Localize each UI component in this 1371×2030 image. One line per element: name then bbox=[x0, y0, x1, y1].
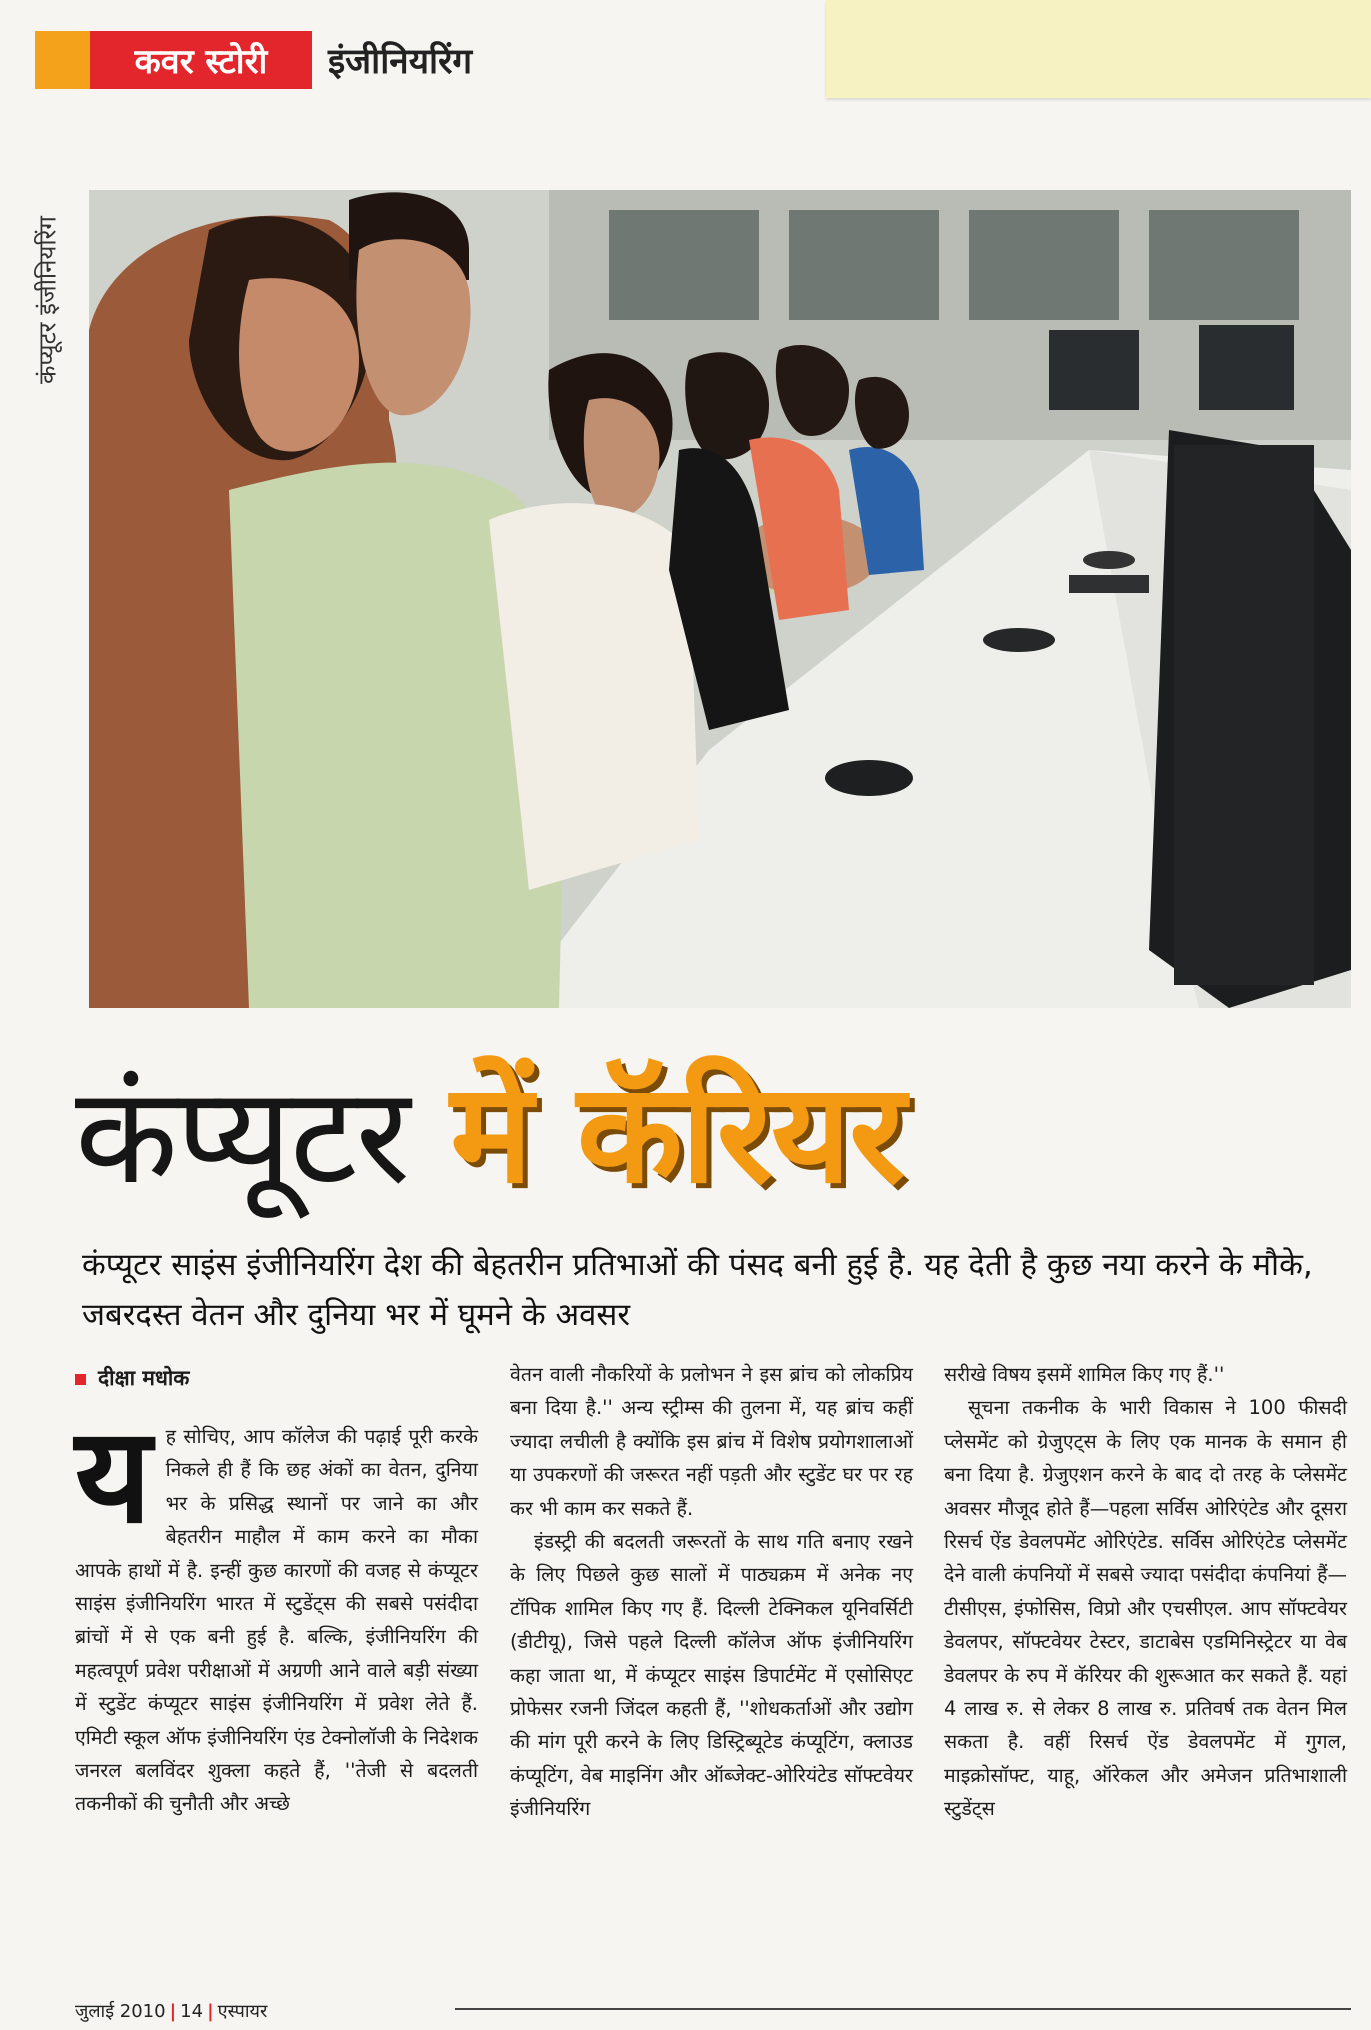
article-column-1 bbox=[75, 1358, 478, 1821]
footer-magazine-name: एस्पायर bbox=[217, 2001, 268, 2022]
cover-story-badge: कवर स्टोरी bbox=[90, 31, 312, 89]
paragraph-col3-2: सूचना तकनीक के भारी विकास ने 100 फीसदी प्लेसमेंट को ग्रेजुएट्स के लिए एक मानक के समान ही बना दिया है. ग्रेजुएशन करने के बाद दो तरह के प्लेसमेंट अवसर मौजूद होते हैं—पहला सर्विस ओरिएंटेड और दूसरा रिसर्च ऐंड डेवलपमेंट ओरिएंटेड. सर्विस ओरिएंटेड प्लेसमेंट देने वाली कंपनियों में सबसे ज्यादा पसंदीदा कंपनियां हैं—टीसीएस, इंफोसिस, विप्रो और एचसीएल. आप सॉफ्टवेयर डेवलपर, सॉफ्टवेयर टेस्टर, डाटाबेस एडमिनिस्ट्रेटर या वेब डेवलपर के रुप में कॅरियर की शुरूआत कर सकते हैं. यहां 4 लाख रु. से लेकर 8 लाख रु. प्रतिवर्ष तक वेतन मिल सकता है. वहीं रिसर्च ऐंड डेवलपमेंट में गुगल, माइक्रोसॉफ्ट, याहू, ऑरेकल और अमेजन प्रतिभाशाली स्टुडेंट्स bbox=[944, 1396, 1347, 1821]
paragraph-col2-1: वेतन वाली नौकरियों के प्रलोभन ने इस ब्रांच को लोकप्रिय बना दिया है.'' अन्य स्ट्रीम्स की तुलना में, यह ब्रांच कहीं ज्यादा लचीली है क्योंकि इस ब्रांच में विशेष प्रयोगशालाओं या उपकरणों की जरूरत नहीं पड़ती और स्टुडेंट घर पर रह कर भी काम कर सकते हैं. bbox=[510, 1363, 913, 1520]
paragraph-col3-1: सरीखे विषय इसमें शामिल किए गए हैं.'' bbox=[944, 1363, 1225, 1386]
byline bbox=[75, 1358, 478, 1400]
footer-rule bbox=[455, 2008, 1351, 2010]
section-color-tab bbox=[35, 31, 90, 89]
dropcap: य bbox=[75, 1398, 152, 1553]
footer-date: जुलाई 2010 bbox=[75, 2001, 166, 2022]
section-label: इंजीनियरिंग bbox=[328, 41, 473, 82]
students-at-computers-photo bbox=[89, 190, 1351, 1008]
footer-page-number: 14 bbox=[180, 2000, 204, 2022]
article-column-2 bbox=[510, 1358, 913, 1826]
paragraph-col2-2: इंडस्ट्री की बदलती जरूरतों के साथ गति बनाए रखने के लिए पिछले कुछ सालों में पाठ्यक्रम में अनेक नए टॉपिक शामिल किए गए हैं. दिल्ली टेक्निकल यूनिवर्सिटी (डीटीयू), जिसे पहले दिल्ली कॉलेज ऑफ इंजीनियरिंग कहा जाता था, में कंप्यूटर साइंस डिपार्टमेंट में एसोसिएट प्रोफेसर रजनी जिंदल कहती हैं, ''शोधकर्ताओं और उद्योग की मांग पूरी करने के लिए डिस्ट्रिब्यूटेड कंप्यूटिंग, क्लाउड कंप्यूटिंग, वेब माइनिंग और ऑब्जेक्ट-ओरियंटेड सॉफ्टवेयर इंजीनियरिंग bbox=[510, 1530, 913, 1821]
headline-part-1: कंप्यूटर bbox=[75, 1058, 409, 1214]
footer-separator: | bbox=[169, 2000, 177, 2022]
headline bbox=[75, 1052, 904, 1222]
article-column-3 bbox=[944, 1358, 1347, 1826]
paragraph-col1: ह सोचिए, आप कॉलेज की पढ़ाई पूरी करके निकले ही हैं कि छह अंकों का वेतन, दुनिया भर के प्रसिद्ध स्थानों पर जाने का और बेहतरीन माहौल में काम करने का मौका आपके हाथों में है. इन्हीं कुछ कारणों की वजह से कंप्यूटर साइंस इंजीनियरिंग भारत में स्टुडेंट्स की सबसे पसंदीदा ब्रांचों में से एक बनी हुई है. बल्कि, इंजीनियरिंग की महत्वपूर्ण प्रवेश परीक्षाओं में अग्रणी आने वाले बड़ी संख्या में स्टुडेंट कंप्यूटर साइंस इंजीनियरिंग में प्रवेश लेते हैं. एमिटी स्कूल ऑफ इंजीनियरिंग एंड टेक्नोलॉजी के निदेशक जनरल बलविंदर शुक्ला कहते हैं, ''तेजी से बदलती तकनीकों की चुनौती और अच्छे bbox=[75, 1425, 478, 1816]
deck-text: कंप्यूटर साइंस इंजीनियरिंग देश की बेहतरीन प्रतिभाओं की पंसद बनी हुई है. यह देती है कुछ नया करने के मौके, जबरदस्त वेतन और दुनिया भर में घूमने के अवसर bbox=[82, 1247, 1313, 1333]
side-section-label: कंप्यूटर इंजीनियरिंग bbox=[33, 216, 62, 384]
footer-separator: | bbox=[207, 2000, 214, 2022]
byline-author: दीक्षा मधोक bbox=[98, 1366, 190, 1391]
sticky-note bbox=[826, 0, 1371, 98]
photo-illustration bbox=[89, 190, 1351, 1008]
page-footer bbox=[75, 1999, 267, 2023]
headline-part-2: में कॅरियर bbox=[450, 1053, 904, 1214]
byline-bullet-icon bbox=[75, 1374, 86, 1385]
